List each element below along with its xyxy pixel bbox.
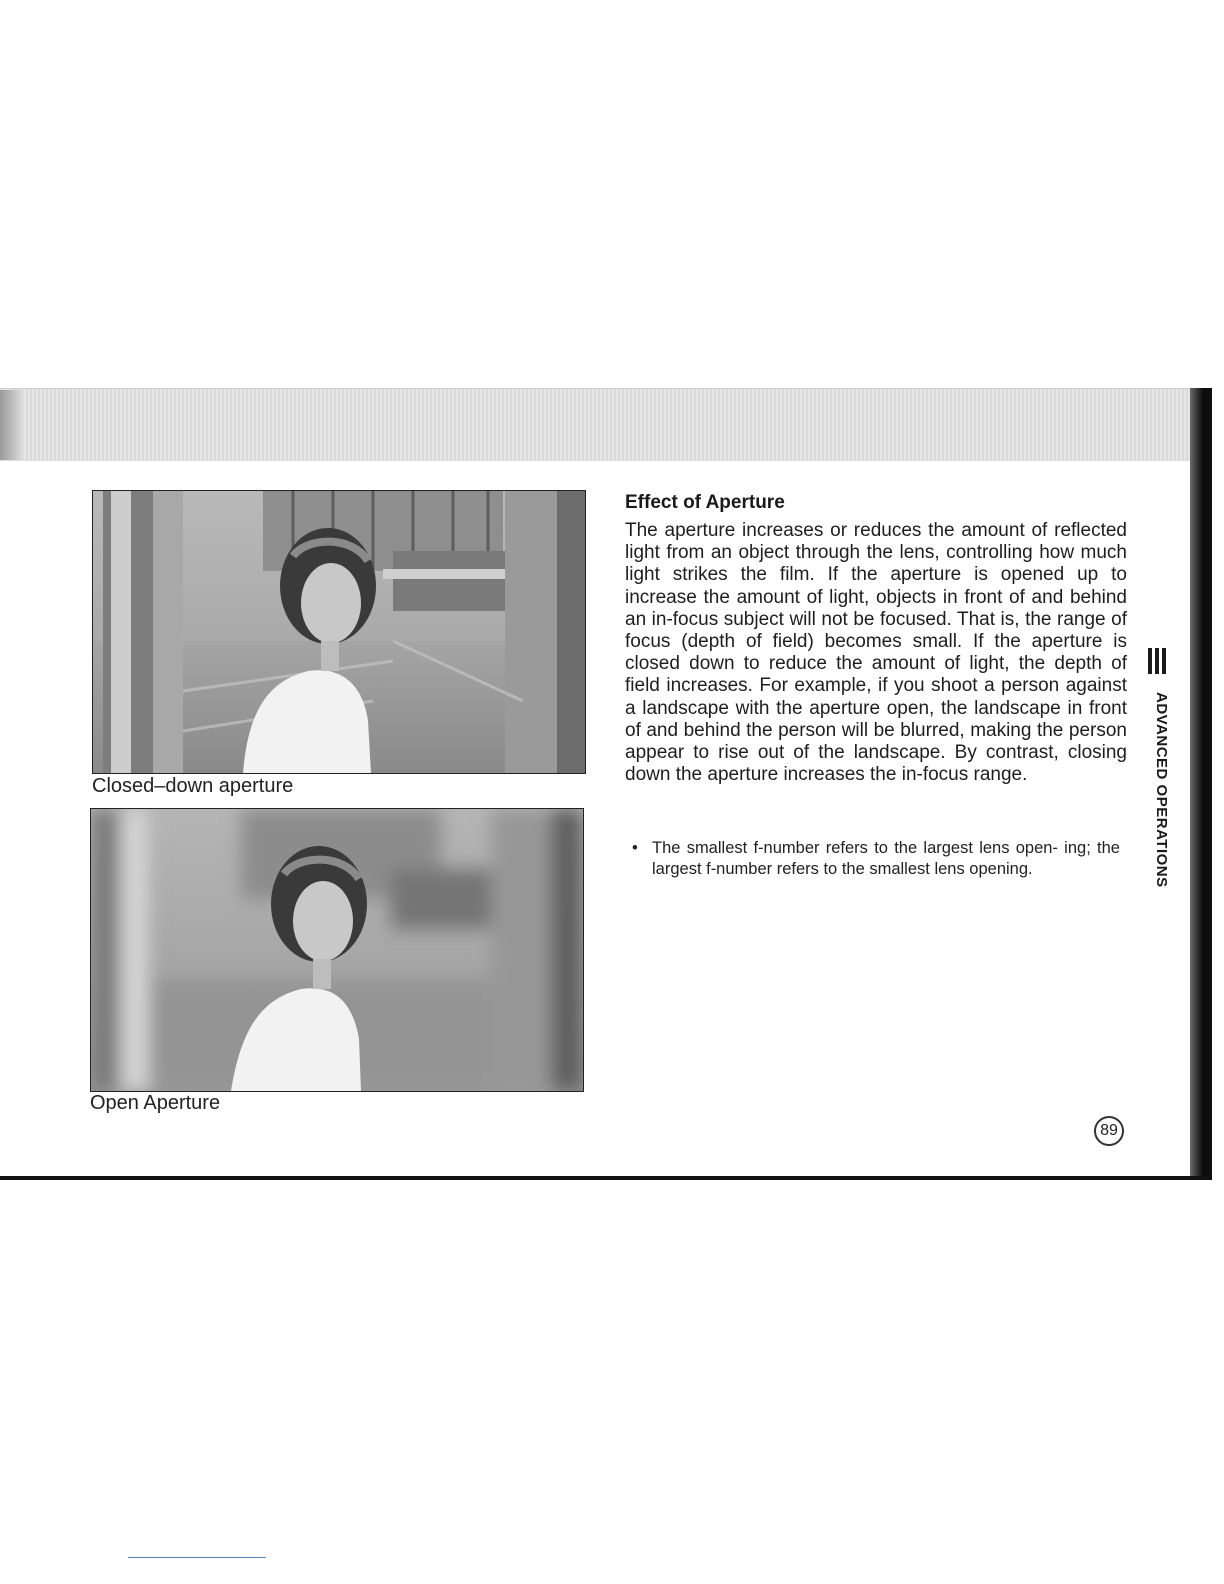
section-number-mark <box>1148 648 1166 674</box>
section-heading: Effect of Aperture <box>625 492 785 513</box>
photo-closed-aperture-image <box>93 491 585 773</box>
page-edge-shadow <box>0 390 24 460</box>
caption-open-aperture: Open Aperture <box>90 1092 221 1114</box>
section-label: ADVANCED OPERATIONS <box>1153 692 1170 888</box>
book-spine <box>1190 388 1212 1180</box>
body-paragraph: The aperture increases or reduces the amount of reflected light from an object through the lens, controlling how much light strikes the film. If the aperture is opened up to increase the amount of light, objects in front of and behind an in-focus subject will not be focused. That is, the range of focus (depth of field) becomes small. If the aperture is closed down to reduce the amount of light, the depth of field increases. For example, if you shoot a person against a landscape with the aperture open, the landscape in front of and behind the person will be blurred, making the person appear to rise out of the landscape. By contrast, closing down the aperture increases the in-focus range. <box>625 520 1127 786</box>
photo-closed-aperture <box>92 490 586 774</box>
photo-open-aperture <box>90 808 584 1092</box>
note-text: The smallest f-number refers to the largest lens open- ing; the largest f-number refers to the smallest lens opening. <box>652 839 1120 878</box>
photo-open-aperture-image <box>91 809 583 1091</box>
bullet-dot-icon: • <box>632 839 638 857</box>
bottom-rule <box>0 1176 1212 1180</box>
footer-rule <box>128 1557 266 1558</box>
header-band <box>0 388 1190 461</box>
page-number: 89 <box>1094 1116 1124 1146</box>
note-bullet <box>632 838 1120 879</box>
caption-closed-aperture: Closed–down aperture <box>92 775 294 797</box>
